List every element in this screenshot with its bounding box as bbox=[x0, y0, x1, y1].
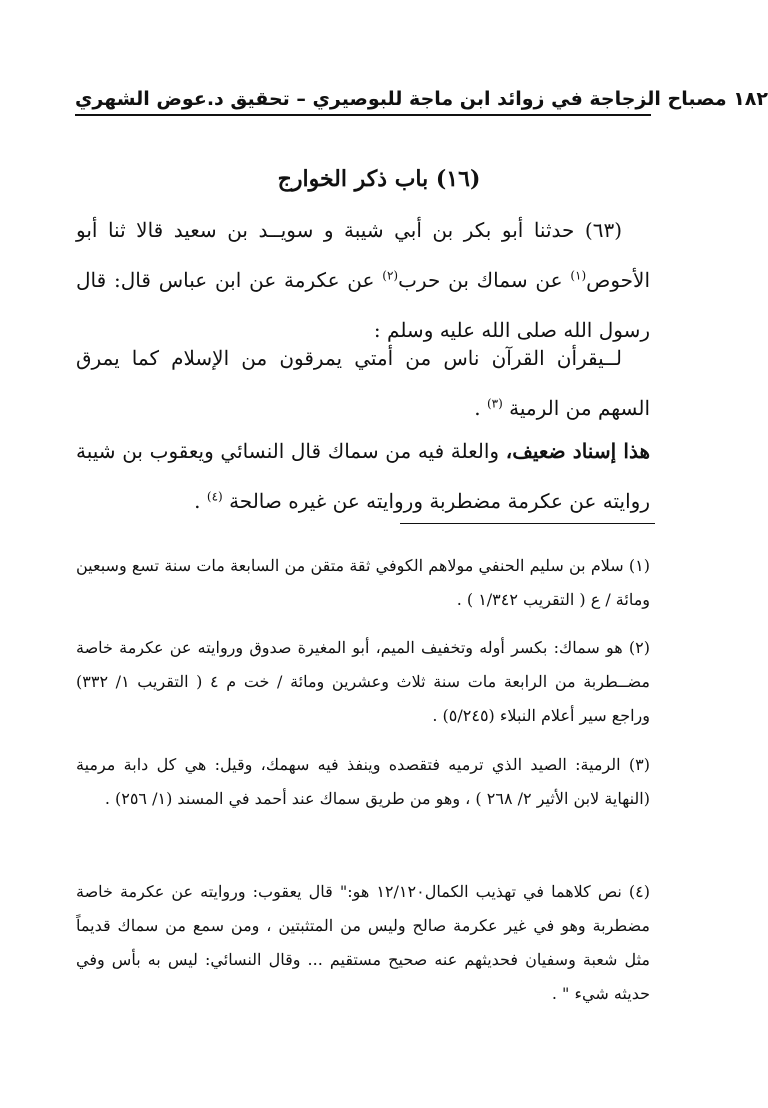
running-title: ١٨٢ مصباح الزجاجة في زوائد ابن ماجة للبوصيري – تحقيق د.عوض الشهري bbox=[75, 88, 768, 110]
grading-text: والعلة فيه من سماك قال النسائي ويعقوب بن شيبة روايته عن عكرمة مضطربة وروايته عن غيره صالحة bbox=[76, 439, 650, 513]
footnote-ref-2[interactable]: (٢) bbox=[382, 268, 399, 283]
footnote-2: (٢) هو سماك: بكسر أوله وتخفيف الميم، أبو المغيرة صدوق وروايته عن عكرمة خاصة مضــطربة من الرابعة مات سنة ثلاث وعشرين ومائة / خت م ٤ ( التقريب ١/ ٣٣٢) وراجع سير أعلام النبلاء (٥/٢٤٥) . bbox=[76, 638, 651, 725]
footnote-separator bbox=[400, 523, 655, 524]
isnad-text-b: عن سماك بن حرب bbox=[398, 268, 571, 292]
isnad-text-c: عن عكرمة عن ابن عباس قال: قال رسول الله صلى الله عليه وسلم : bbox=[76, 268, 650, 342]
grading-verdict: هذا إسناد ضعيف، bbox=[505, 439, 650, 463]
footnote-1: (١) سلام بن سليم الحنفي مولاهم الكوفي ثقة متقن من السابعة مات سنة تسع وسبعين ومائة / ع ( التقريب ١/٣٤٢ ) . bbox=[76, 556, 650, 609]
grading-paragraph bbox=[76, 426, 650, 526]
matn-end: . bbox=[474, 396, 487, 420]
grading-end: . bbox=[194, 489, 207, 513]
footnote-3: (٣) الرمية: الصيد الذي ترميه فتقصده وينفذ فيه سهمك، وقيل: هي كل دابة مرمية (النهاية لابن الأثير ٢/ ٢٦٨ ) ، وهو من طريق سماك عند أحمد في المسند (١/ ٢٥٦) . bbox=[76, 755, 651, 808]
footnote-4: (٤) نص كلاهما في تهذيب الكمال١٢/١٢٠ هو:" قال يعقوب: وروايته عن عكرمة خاصة مضطربة وهو في غير عكرمة صالح وليس من المتثبتين ، ومن سمع من سماك قديماً مثل شعبة وسفيان فحديثهم عنه صحيح مستقيم ... وقال النسائي: ليس به بأس وفي حديثه شيء " . bbox=[76, 882, 651, 1003]
footnote-ref-4[interactable]: (٤) bbox=[206, 489, 223, 504]
chapter-heading: (١٦) باب ذكر الخوارج bbox=[277, 166, 481, 192]
matn-text: لــيقرأن القرآن ناس من أمتي يمرقون من الإسلام كما يمرق السهم من الرمية bbox=[76, 346, 650, 420]
running-header bbox=[75, 84, 768, 116]
isnad-text-a: (٦٣) حدثنا أبو بكر بن أبي شيبة و سويــد بن سعيد قالا ثنا أبو الأحوص bbox=[76, 218, 650, 292]
hadith-matn-paragraph bbox=[76, 333, 650, 433]
footnote-ref-3[interactable]: (٣) bbox=[486, 396, 503, 411]
footnote-ref-1[interactable]: (١) bbox=[570, 268, 587, 283]
